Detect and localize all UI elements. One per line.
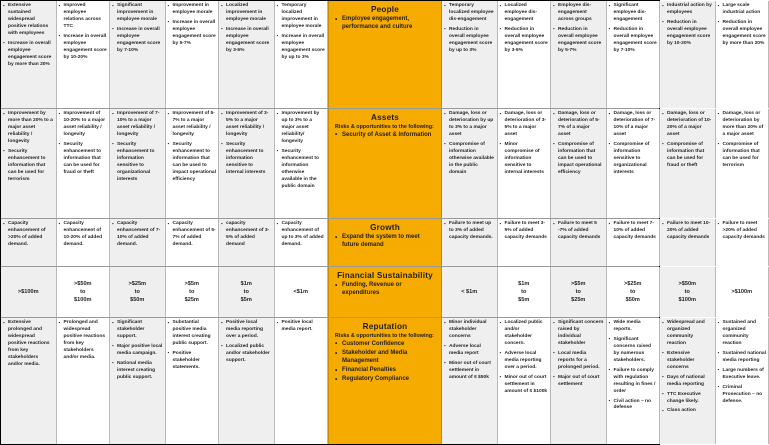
bullet-item: • Expand the system to meet future demand [335, 234, 435, 250]
bullet-item: ▪ Positive stakeholder statements. [168, 351, 217, 372]
matrix-cell-people-6 [274, 1, 329, 108]
bullet-list [335, 16, 435, 32]
bullet-item: ▪ Increase in overall employee engagement score by 7-10% [112, 27, 163, 55]
bullet-item: ▪ Class action [662, 408, 713, 415]
bullet-item: ▪ Damage, loss or deterioration of 3-5% to a major asset [500, 111, 549, 139]
matrix-cell-reputation-9 [551, 318, 606, 444]
financial-value-line: $5m [240, 297, 252, 304]
financial-value-line: >$100m [731, 288, 753, 295]
bullet-list [444, 221, 495, 242]
matrix-cell-growth-6 [274, 219, 329, 266]
bullet-list [609, 320, 658, 412]
bullet-item: ▪ Failure to meet up to 3% of added capacity demands. [444, 221, 495, 242]
financial-value-line: $100m [74, 297, 92, 304]
matrix-row-financial [1, 267, 753, 318]
bullet-item: ▪ Reduction in overall employee engagement score by 10-20% [662, 20, 713, 48]
bullet-list [277, 3, 326, 62]
financial-value [500, 269, 549, 315]
bullet-item: ▪ Damage, loss or deterioration of 10-20% of a major asset [662, 111, 713, 139]
matrix-cell-assets-1 [1, 109, 56, 218]
bullet-item: ▪ Civil action – no defense [609, 399, 658, 413]
matrix-cell-financial-12 [715, 267, 769, 317]
category-title: Growth [370, 223, 400, 232]
bullet-list [3, 221, 54, 249]
bullet-item: ▪ Major positive local media campaign. [112, 344, 163, 358]
bullet-item: ▪ Localized improvement in employee morale [221, 3, 272, 24]
bullet-list [335, 341, 435, 384]
bullet-list [553, 111, 604, 177]
matrix-cell-growth-8 [497, 219, 552, 266]
bullet-item: ▪ Capacity enhancement of 10-20% of added demand. [59, 221, 108, 249]
category-header-reputation [328, 318, 442, 444]
matrix-cell-assets-12 [715, 109, 769, 218]
bullet-item: ▪ Increase in overall employee engagement score by 3-5% [221, 27, 272, 55]
financial-value-line: $25m [184, 297, 199, 304]
matrix-cell-growth-10 [606, 219, 661, 266]
bullet-item: ▪ National media interest creating public support. [112, 361, 163, 382]
bullet-item: ▪ Capacity enhancement of 5-7% of added demand. [168, 221, 217, 249]
matrix-cell-reputation-4 [165, 318, 220, 444]
bullet-list [112, 111, 163, 184]
bullet-list [718, 221, 767, 242]
bullet-item: ▪ TTC Executive change likely. [662, 392, 713, 406]
bullet-list [500, 320, 549, 396]
bullet-list [444, 3, 495, 55]
matrix-cell-growth-4 [165, 219, 220, 266]
bullet-list [168, 3, 217, 48]
matrix-cell-growth-11 [660, 219, 715, 266]
matrix-cell-financial-2 [56, 267, 111, 317]
bullet-item: ▪ Improvement in employee morale [168, 3, 217, 17]
bullet-list [662, 3, 713, 48]
bullet-item: ▪ Localized public and/or stakeholder support. [221, 344, 272, 365]
bullet-item: ▪ Security enhancement to information sensitive to internal interests [221, 142, 272, 177]
financial-value-line: $5m [518, 297, 530, 304]
bullet-list [221, 221, 272, 249]
matrix-cell-assets-10 [606, 109, 661, 218]
bullet-item: ▪ Reduction in overall employee engagement score by 7-10% [609, 27, 658, 55]
financial-value-line: <$1m [293, 288, 308, 295]
bullet-item: ▪ capacity enhancement of 3-5% of added demand [221, 221, 272, 249]
category-title: Assets [370, 113, 400, 122]
financial-value-line: >$50m [73, 280, 92, 287]
bullet-item: ▪ Increase in overall employee engagement score by 10-20% [59, 34, 108, 62]
matrix-cell-reputation-11 [660, 318, 715, 444]
bullet-item: ▪ Improved employee relations across TTC [59, 3, 108, 31]
bullet-item: ▪ Minor compromise of information sensitive to internal interests [500, 142, 549, 177]
financial-value-line: to [80, 288, 86, 295]
financial-value [221, 269, 272, 315]
bullet-item: ▪ Failure to meet >20% of added capacity demands [718, 221, 767, 242]
bullet-item: • Security of Asset & Information [335, 132, 435, 140]
bullet-item: ▪ Temporary localized improvement in employee morale [277, 3, 326, 31]
bullet-item: ▪ Large numbers of Executive leave. [718, 368, 767, 382]
bullet-list [168, 221, 217, 249]
bullet-item: ▪ Capacity enhancement of 7-10% of added demand. [112, 221, 163, 249]
bullet-item: ▪ Increase in overall employee engagement score by more than 20% [3, 41, 54, 69]
bullet-item: ▪ Failure to meet 7-10% of added capacity demands [609, 221, 658, 242]
matrix-cell-assets-5 [219, 109, 274, 218]
financial-value-line: to [575, 288, 581, 295]
bullet-item: ▪ Security enhancement to information that can be used for terrorism [3, 149, 54, 184]
matrix-cell-reputation-7 [442, 318, 497, 444]
bullet-list [444, 111, 495, 177]
bullet-item: ▪ Reduction in overall employee engagement score by 5-7% [553, 27, 604, 55]
bullet-item: ▪ Improvement of 5-7% to a major asset reliability / longevity [168, 111, 217, 139]
matrix-cell-people-11 [660, 1, 715, 108]
bullet-item: ▪ Capacity enhancement of up to 3% of added demand. [277, 221, 326, 249]
bullet-item: ▪ Substantial positive media interest creating public support. [168, 320, 217, 348]
bullet-item: ▪ Local media reports for a prolonged period. [553, 351, 604, 372]
financial-value-line: to [134, 288, 140, 295]
matrix-cell-growth-3 [110, 219, 165, 266]
matrix-cell-financial-6 [274, 267, 329, 317]
bullet-item: ▪ Compromise of information that can be used for terrorism [718, 142, 767, 170]
financial-value-line: to [189, 288, 195, 295]
bullet-list [277, 111, 326, 190]
bullet-item: ▪ Reduction in overall employee engagement score by more than 20% [718, 20, 767, 48]
financial-value [3, 269, 54, 315]
bullet-item: • Financial Penalties [335, 367, 435, 375]
matrix-cell-assets-4 [165, 109, 220, 218]
bullet-item: ▪ Failure to meet 5 -7% of added capacity demands [553, 221, 604, 242]
financial-value-line: $50m [625, 297, 640, 304]
financial-value-line: $1m [518, 280, 530, 287]
financial-value-line: >$50m [678, 280, 697, 287]
matrix-cell-people-2 [56, 1, 111, 108]
matrix-row-people [1, 1, 766, 109]
bullet-list [168, 320, 217, 372]
category-subtitle: Risks & opportunities to the following: [335, 333, 434, 339]
bullet-item: ▪ Compromise of information that can be used for fraud or theft [662, 142, 713, 170]
category-header-financial [328, 267, 442, 317]
bullet-item: ▪ Minor individual stakeholder concerns [444, 320, 495, 341]
matrix-cell-people-7 [442, 1, 497, 108]
bullet-item: ▪ Reduction in overall employee engagement score by up to 3% [444, 27, 495, 55]
bullet-item: ▪ Improvement of 3-5% to a major asset reliability / longevity [221, 111, 272, 139]
matrix-cell-reputation-1 [1, 318, 56, 444]
matrix-cell-financial-5 [219, 267, 274, 317]
financial-value-line: to [684, 288, 690, 295]
bullet-list [59, 320, 108, 362]
matrix-cell-financial-9 [551, 267, 606, 317]
bullet-item: ▪ Extensive stakeholder concerns [662, 351, 713, 372]
financial-value-line: $50m [130, 297, 145, 304]
bullet-item: ▪ Minor out of court settlement in amount of ≤ $100k [500, 375, 549, 396]
bullet-list [335, 234, 435, 250]
bullet-list [553, 3, 604, 55]
bullet-item: ▪ Failure to meet 3-5% of added capacity demands [500, 221, 549, 242]
bullet-item: ▪ Industrial action by employees [662, 3, 713, 17]
bullet-item: ▪ Significant stakeholder support. [112, 320, 163, 341]
financial-value-line: to [243, 288, 249, 295]
bullet-list [221, 3, 272, 55]
matrix-cell-growth-5 [219, 219, 274, 266]
bullet-list [277, 320, 326, 334]
bullet-list [112, 3, 163, 55]
bullet-item: ▪ Damage, loss or deterioration of 5-7% of a major asset [553, 111, 604, 139]
bullet-item: ▪ Improvement of 10-20% to a major asset reliability / longevity [59, 111, 108, 139]
bullet-item: ▪ Employee dis-engagement across groups [553, 3, 604, 24]
bullet-list [553, 320, 604, 389]
bullet-item: ▪ Improvement of 7-10% to a major asset reliability / longevity [112, 111, 163, 139]
matrix-cell-assets-8 [497, 109, 552, 218]
matrix-row-assets [1, 109, 764, 219]
bullet-list [718, 320, 767, 405]
matrix-cell-financial-10 [606, 267, 661, 317]
bullet-item: ▪ Security enhancement to information that can be used to impact operational efficiency [168, 142, 217, 184]
matrix-cell-assets-2 [56, 109, 111, 218]
bullet-item: ▪ Compromise of information sensitive to organizational interests [609, 142, 658, 177]
bullet-item: ▪ Criminal Prosecution – no defense. [718, 385, 767, 406]
bullet-item: ▪ Temporary localized employee dis-engagement [444, 3, 495, 24]
bullet-list [221, 111, 272, 177]
bullet-item: ▪ Security enhancement to information sensitive to organizational interests [112, 142, 163, 184]
category-title: Reputation [362, 322, 408, 331]
bullet-item: ▪ Compromise of information that can be used to impact operational efficiency [553, 142, 604, 177]
financial-value [168, 269, 217, 315]
bullet-list [335, 282, 435, 298]
matrix-cell-growth-7 [442, 219, 497, 266]
bullet-item: ▪ Adverse local media reporting over a period. [500, 351, 549, 372]
category-title: People [370, 5, 400, 14]
financial-value [553, 269, 604, 315]
bullet-item: ▪ Major out of court settlement [553, 375, 604, 389]
financial-value-line: $100m [678, 297, 696, 304]
financial-value-line: >$25m [623, 280, 642, 287]
matrix-cell-people-8 [497, 1, 552, 108]
bullet-item: ▪ Minor out of court settlement in amount of ≤ $50k [444, 361, 495, 382]
matrix-cell-assets-3 [110, 109, 165, 218]
bullet-item: • Stakeholder and Media Management [335, 350, 435, 366]
category-header-growth [328, 219, 442, 266]
matrix-cell-growth-1 [1, 219, 56, 266]
bullet-list [718, 111, 767, 170]
matrix-row-growth [1, 219, 765, 267]
category-title: Financial Sustainability [337, 271, 433, 280]
bullet-item: ▪ Security enhancement to information otherwise available in the public domain [277, 149, 326, 191]
matrix-cell-growth-9 [551, 219, 606, 266]
bullet-item: ▪ Large scale industrial action [718, 3, 767, 17]
matrix-cell-reputation-10 [606, 318, 661, 444]
bullet-list [500, 221, 549, 242]
bullet-list [3, 3, 54, 69]
category-header-assets [328, 109, 442, 218]
bullet-list [59, 111, 108, 177]
bullet-list [609, 221, 658, 242]
bullet-list [662, 320, 713, 415]
bullet-item: ▪ Extensive prolonged and widespread positive reactions from key stakeholders and/or media. [3, 320, 54, 369]
bullet-item: ▪ Failure to meet 10-20% of added capacity demands [662, 221, 713, 242]
financial-value [609, 269, 658, 315]
bullet-list [609, 111, 658, 177]
matrix-cell-people-10 [606, 1, 661, 108]
bullet-item: • Customer Confidence [335, 341, 435, 349]
bullet-item: ▪ Security enhancement to information that can be used for fraud or theft [59, 142, 108, 177]
bullet-item: ▪ Reduction in overall employee engagement score by 3-5% [500, 27, 549, 55]
matrix-cell-financial-4 [165, 267, 220, 317]
bullet-list [112, 320, 163, 382]
bullet-list [3, 111, 54, 184]
bullet-list [277, 221, 326, 249]
bullet-item: ▪ Localized public and/or stakeholder concern. [500, 320, 549, 348]
bullet-item: ▪ Capacity enhancement of >20% of added demand. [3, 221, 54, 249]
matrix-cell-reputation-5 [219, 318, 274, 444]
bullet-item: ▪ Increase in overall employee engagement score by 5-7% [168, 20, 217, 48]
matrix-cell-assets-7 [442, 109, 497, 218]
financial-value-line: >$25m [128, 280, 147, 287]
matrix-cell-assets-11 [660, 109, 715, 218]
matrix-cell-people-9 [551, 1, 606, 108]
financial-value [277, 269, 326, 315]
matrix-cell-financial-11 [660, 267, 715, 317]
financial-value-line: $25m [571, 297, 586, 304]
bullet-item: ▪ Positive local media report. [277, 320, 326, 334]
matrix-cell-financial-1 [1, 267, 56, 317]
bullet-list [168, 111, 217, 184]
matrix-cell-growth-2 [56, 219, 111, 266]
bullet-item: ▪ Prolonged and widespread positive reactions from key stakeholders and/or media. [59, 320, 108, 362]
financial-value [718, 269, 767, 315]
bullet-item: ▪ Significant employee dis-engagement [609, 3, 658, 24]
bullet-list [718, 3, 767, 48]
bullet-item: • Funding, Revenue or expenditures [335, 282, 435, 298]
financial-value-line: >$5m [184, 280, 199, 287]
financial-value-line: to [630, 288, 636, 295]
category-header-people [328, 1, 442, 108]
financial-value-line: $1m [240, 280, 252, 287]
matrix-row-reputation [1, 318, 766, 444]
financial-value [59, 269, 108, 315]
matrix-cell-people-5 [219, 1, 274, 108]
bullet-item: ▪ Significant concern raised by individual stakeholder [553, 320, 604, 348]
matrix-cell-financial-8 [497, 267, 552, 317]
bullet-item: • Employee engagement, performance and culture [335, 16, 435, 32]
bullet-item: ▪ Sustained and organized community reaction [718, 320, 767, 348]
financial-value-line: >$100m [17, 288, 39, 295]
bullet-list [59, 221, 108, 249]
bullet-item: ▪ Increase in overall employee engagement score by up to 3% [277, 34, 326, 62]
financial-value [662, 269, 713, 315]
matrix-cell-reputation-8 [497, 318, 552, 444]
bullet-list [662, 111, 713, 170]
financial-value [112, 269, 163, 315]
matrix-cell-people-1 [1, 1, 56, 108]
bullet-item: ▪ Improvement by more than 20% to a major asset reliability / longevity [3, 111, 54, 146]
bullet-item: ▪ Damage, loss or deterioration by up to 3% to a major asset [444, 111, 495, 139]
bullet-item: ▪ Significant concerns raised by numerous stakeholders. [609, 337, 658, 365]
bullet-item: ▪ Wide media reports. [609, 320, 658, 334]
bullet-list [59, 3, 108, 62]
bullet-item: ▪ Positive local media reporting over a period. [221, 320, 272, 341]
bullet-list [221, 320, 272, 365]
matrix-cell-financial-7 [442, 267, 497, 317]
financial-value-line: >$5m [571, 280, 586, 287]
bullet-item: ▪ Days of national media reporting [662, 375, 713, 389]
matrix-cell-financial-3 [110, 267, 165, 317]
matrix-cell-reputation-6 [274, 318, 329, 444]
bullet-item: ▪ Damage, loss or deterioration of 7-10% of a major asset [609, 111, 658, 139]
matrix-cell-growth-12 [715, 219, 769, 266]
bullet-item: ▪ Compromise of information otherwise available in the public domain [444, 142, 495, 177]
bullet-item: ▪ Sustained national media reporting [718, 351, 767, 365]
financial-value-line: to [521, 288, 527, 295]
bullet-item: ▪ Localized employee dis-engagement [500, 3, 549, 24]
bullet-item: ▪ Failure to comply with regulation resulting in fines / order [609, 368, 658, 396]
matrix-cell-reputation-3 [110, 318, 165, 444]
bullet-list [609, 3, 658, 55]
bullet-list [444, 320, 495, 382]
bullet-list [3, 320, 54, 369]
matrix-cell-reputation-2 [56, 318, 111, 444]
matrix-cell-assets-6 [274, 109, 329, 218]
bullet-list [662, 221, 713, 242]
financial-value-line: < $1m [461, 288, 478, 295]
matrix-cell-assets-9 [551, 109, 606, 218]
bullet-list [112, 221, 163, 249]
matrix-cell-reputation-12 [715, 318, 769, 444]
bullet-item: ▪ Adverse local media report [444, 344, 495, 358]
bullet-item: ▪ Damage, loss or deterioration by more than 20% of a major asset [718, 111, 767, 139]
bullet-item: ▪ Extensive sustained widespread positive relations with employees [3, 3, 54, 38]
matrix-cell-people-3 [110, 1, 165, 108]
matrix-cell-people-4 [165, 1, 220, 108]
bullet-list [500, 111, 549, 177]
bullet-list [553, 221, 604, 242]
category-subtitle: Risks & opportunities to the following: [335, 124, 434, 130]
bullet-item: ▪ Significant improvement in employee morale [112, 3, 163, 24]
matrix-cell-people-12 [715, 1, 769, 108]
financial-value [444, 269, 495, 315]
bullet-item: • Regulatory Compliance [335, 376, 435, 384]
bullet-list [335, 132, 435, 140]
bullet-list [500, 3, 549, 55]
bullet-item: ▪ Improvement by up to 3% to a major asset reliability/ longevity [277, 111, 326, 146]
bullet-item: ▪ Widespread and organized community reaction [662, 320, 713, 348]
